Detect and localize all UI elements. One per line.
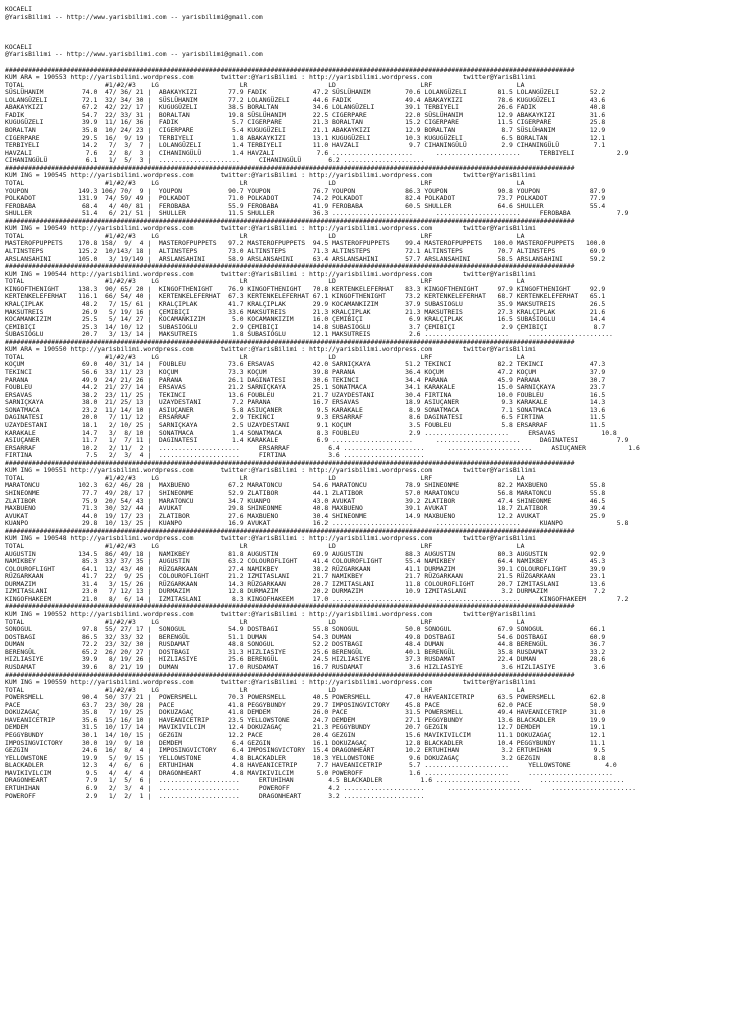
horse-row: MAXBUENO 71.3 30/ 32/ 44 | AVUKAT 29.8 SHINEONME 40.8 MAXBUENO 39.1 AVUKAT 18.7 ZLATIBOR 39.4 xyxy=(5,504,606,513)
horse-row: KINGOFTHENIGHT 138.3 90/ 65/ 20 | KINGOFTHENIGHT 76.9 KINGOFTHENIGHT 70.8 KERTENKELEFERHAT 83.3 KINGOFTHENIGHT 97.9 KINGOFTHENIGHT 92.9 xyxy=(5,284,606,293)
horse-row: SÜSLÜHANIM 74.0 47/ 36/ 21 | ABAKAYKIZI 77.9 FADIK 47.2 SÜSLÜHANIM 70.6 LOLANGÜZELI 81.5 LOLANGÜZELI 52.2 xyxy=(5,88,606,97)
city-title: KOCAELI xyxy=(5,42,32,51)
race-header: KUM ING = 190548 http://yarisbilimi.wordpress.com twitter:@YarisBilimi : http://yarisbilimi.wordpress.com twitter@YarisBilimi xyxy=(5,534,536,543)
horse-row: DOKUZAGAÇ 35.8 7/ 19/ 25 | DOKUZAGAÇ 41.8 DEMDEM 26.0 PACE 31.5 POWERSMELL 49.4 HAVEANICETRIP 31.0 xyxy=(5,708,606,717)
horse-row: PARANA 49.9 24/ 21/ 26 | PARANA 26.1 DAGINATESI 30.6 TEKINCI 34.4 PARANA 45.9 PARANA 30.7 xyxy=(5,375,606,384)
section-separator: #################################################################################################################################################### xyxy=(5,526,575,535)
horse-row: CIHANINGÜLÜ 6.1 1/ 5/ 3 | ..................... CIHANINGÜLÜ 6.2 ..................... xyxy=(5,156,425,165)
race-header: KUM ING = 190549 http://yarisbilimi.wordpress.com twitter:@YarisBilimi : http://yarisbilimi.wordpress.com twitter@YarisBilimi xyxy=(5,224,536,233)
horse-row: SONOGUL 97.8 55/ 27/ 17 | SONOGUL 54.9 DOSTBAGI 55.8 SONOGUL 50.0 SONOGUL 67.9 SONOGUL 66.1 xyxy=(5,625,606,634)
horse-row: POLKADOT 131.9 74/ 59/ 49 | POLKADOT 71.0 POLKADOT 74.2 POLKADOT 82.4 POLKADOT 73.7 POLKADOT 77.9 xyxy=(5,194,606,203)
horse-row: TEKINCI 56.6 33/ 11/ 23 | KOÇUM 73.3 KOÇUM 39.8 PARANA 36.4 KOÇUM 47.2 KOÇUM 37.9 xyxy=(5,368,606,376)
horse-row: NAMIKBEY 85.3 33/ 37/ 35 | AUGUSTIN 63.2 COLOUROFLIGHT 41.4 COLOUROFLIGHT 55.4 NAMIKBEY 64.4 NAMIKBEY 45.3 xyxy=(5,557,606,566)
horse-row: FEROBABA 68.4 4/ 40/ 81 | FEROBABA 55.9 FEROBABA 41.9 FEROBABA 60.5 SHULLER 64.6 SHULLER 55.4 xyxy=(5,201,606,210)
horse-row: AUGUSTIN 134.5 86/ 49/ 18 | NAMIKBEY 81.8 AUGUSTIN 69.9 AUGUSTIN 88.3 AUGUSTIN 80.3 AUGUSTIN 92.9 xyxy=(5,549,606,558)
horse-row: MASTEROFPUPPETS 170.8 158/ 9/ 4 | MASTEROFPUPPETS 97.2 MASTEROFPUPPETS 94.5 MASTEROFPUPPETS 99.4 MASTEROFPUPPETS 100.0 MASTEROFPUPPETS 100.0 xyxy=(5,239,606,248)
column-header: TOTAL #1/#2/#3 LG LR LD LRF LA xyxy=(5,352,525,361)
horse-row: MARATONCU 102.3 62/ 46/ 28 | MAXBUENO 67.2 MARATONCU 54.6 MARATONCU 78.9 SHINEONME 82.2 MAXBUENO 55.8 xyxy=(5,481,606,490)
race-header: KUM ING = 190545 http://yarisbilimi.wordpress.com twitter:@YarisBilimi : http://yarisbilimi.wordpress.com twitter@YarisBilimi xyxy=(5,171,536,180)
horse-row: RUSDAMAT 39.6 8/ 21/ 19 | DUMAN 17.0 RUSDAMAT 16.7 RUSDAMAT 3.6 HIZLIASIYE 3.6 HIZLIASIYE 3.6 xyxy=(5,662,606,671)
race-header: KUM ING = 190544 http://yarisbilimi.wordpress.com twitter:@YarisBilimi : http://yarisbilimi.wordpress.com twitter@YarisBilimi xyxy=(5,269,536,278)
horse-row: SHULLER 51.4 6/ 21/ 51 | SHULLER 11.5 SHULLER 36.3 ..................... ...................... FEROBABA 7.9 xyxy=(5,209,629,218)
section-separator: #################################################################################################################################################### xyxy=(5,602,575,611)
horse-row: YELLOWSTONE 19.9 5/ 9/ 15 | YELLOWSTONE 4.8 BLACKADLER 10.3 YELLOWSTONE 9.6 DOKUZAGAÇ 3.2 GEZGIN 8.8 xyxy=(5,753,606,762)
race-header: KUM ING = 190551 http://yarisbilimi.wordpress.com twitter:@YarisBilimi : http://yarisbilimi.wordpress.com twitter@YarisBilimi xyxy=(5,466,536,475)
horse-row: FADIK 54.7 22/ 33/ 31 | BORALTAN 19.8 SÜSLÜHANIM 22.5 CIGERPARE 22.0 SÜSLÜHANIM 12.9 ABAKAYKIZI 31.6 xyxy=(5,110,606,119)
section-separator: #################################################################################################################################################### xyxy=(5,216,575,225)
horse-row: ERSARRAF 10.2 2/ 11/ 2 | ..................... ERSARRAF 6.4 ..................... ...................... ASIUÇANER 1.6 xyxy=(5,443,640,452)
horse-row: YOUPON 149.3 106/ 70/ 9 | YOUPON 90.7 YOUPON 76.7 YOUPON 86.3 YOUPON 90.8 YOUPON 87.9 xyxy=(5,186,606,195)
horse-row: DRAGONHEART 7.9 1/ 5/ 6 | ..................... ERTUHIHAN 4.5 BLACKADLER 1.6 ...................... ...................... xyxy=(5,776,625,785)
section-separator: #################################################################################################################################################### xyxy=(5,262,575,271)
horse-row: SONATMACA 23.2 11/ 14/ 10 | ASIUÇANER 5.8 ASIUÇANER 9.5 KARAKALE 8.9 SONATMACA 7.1 SONATMACA 13.6 xyxy=(5,405,606,414)
race-header: KUM ARA = 190553 http://yarisbilimi.wordpress.com twitter:@YarisBilimi : http://yarisbilimi.wordpress.com twitter@YarisBilimi xyxy=(5,73,536,82)
horse-row: DUMAN 72.2 23/ 32/ 30 | RUSDAMAT 48.8 SONOGUL 52.2 DOSTBAGI 48.4 DUMAN 44.8 BERENGÜL 36.7 xyxy=(5,640,606,649)
race-header: KUM ARA = 190550 http://yarisbilimi.wordpress.com twitter:@YarisBilimi : http://yarisbilimi.wordpress.com twitter@YarisBilimi xyxy=(5,345,536,354)
horse-row: HAVEANICETRIP 35.6 15/ 16/ 10 | HAVEANICETRIP 23.5 YELLOWSTONE 24.7 DEMDEM 27.1 PEGGYBUNDY 13.6 BLACKADLER 19.9 xyxy=(5,715,606,724)
horse-row: MAKSUTREIS 26.9 5/ 19/ 16 | ÇEMIBIÇI 33.6 MAKSUTREIS 21.3 KRALÇIPLAK 21.3 MAKSUTREIS 27.3 KRALÇIPLAK 21.6 xyxy=(5,307,606,316)
horse-row: ARSLANSAHINI 105.0 3/ 19/149 | ARSLANSAHINI 58.9 ARSLANSAHINI 63.4 ARSLANSAHINI 57.7 ARSLANSAHINI 58.5 ARSLANSAHINI 59.2 xyxy=(5,254,606,263)
horse-row: POWEROFF 2.9 1/ 2/ 1 | ..................... DRAGONHEART 3.2 ..................... xyxy=(5,791,425,800)
horse-row: ERTUHIHAN 6.9 2/ 3/ 4 | ..................... POWEROFF 4.2 ..................... ...................... ...................... xyxy=(5,783,636,792)
horse-row: HIZLIASIYE 39.9 8/ 19/ 26 | HIZLIASIYE 25.6 BERENGÜL 24.5 HIZLIASIYE 37.3 RUSDAMAT 22.4 DUMAN 28.6 xyxy=(5,655,606,664)
column-header: TOTAL #1/#2/#3 LG LR LD LRF LA xyxy=(5,617,525,626)
section-separator: #################################################################################################################################################### xyxy=(5,458,575,467)
horse-row: KOCAMANKIZIM 25.5 5/ 14/ 27 | KOCAMANKIZIM 5.0 KOCAMANKIZIM 16.0 ÇEMIBIÇI 6.9 KRALÇIPLAK 16.5 SUBASIOGLU 14.4 xyxy=(5,315,606,324)
horse-row: DEMDEM 31.5 10/ 17/ 14 | MAVIKIVILCIM 12.4 DOKUZAGAÇ 21.3 PEGGYBUNDY 20.7 GEZGIN 12.7 DEMDEM 19.1 xyxy=(5,723,606,732)
column-header: TOTAL #1/#2/#3 LG LR LD LRF LA xyxy=(5,231,525,240)
horse-row: IZMITASLANI 23.0 7/ 12/ 13 | DURMAZIM 12.8 DURMAZIM 20.2 DURMAZIM 10.9 IZMITASLANI 3.2 DURMAZIM 7.2 xyxy=(5,587,606,596)
horse-row: ERSAVAS 38.2 23/ 11/ 25 | TEKINCI 13.6 FOUBLEU 21.7 UZAYDESTANI 30.4 FIRTINA 10.0 FOUBLEU 16.5 xyxy=(5,390,606,399)
column-header: TOTAL #1/#2/#3 LG LR LD LRF LA xyxy=(5,178,525,187)
horse-row: KARAKALE 14.7 3/ 8/ 10 | SONATMACA 1.4 SONATMACA 8.3 FOUBLEU 2.9 ...................... ERSAVAS 10.8 xyxy=(5,428,617,437)
race-header: KUM ING = 190552 http://yarisbilimi.wordpress.com twitter:@YarisBilimi : http://yarisbilimi.wordpress.com twitter@YarisBilimi xyxy=(5,610,536,618)
city-title: KOCAELI xyxy=(5,5,32,13)
column-header: TOTAL #1/#2/#3 LG LR LD LRF LA xyxy=(5,277,525,286)
horse-row: BORALTAN 35.8 10/ 24/ 23 | CIGERPARE 5.4 KUGUGÜZELI 21.1 ABAKAYKIZI 12.9 BORALTAN 8.7 SÜSLÜHANIM 12.9 xyxy=(5,126,606,134)
horse-row: ZLATIBOR 75.9 20/ 54/ 43 | MARATONCU 34.7 KUANPO 43.0 AVUKAT 39.2 ZLATIBOR 47.4 SHINEONME 46.5 xyxy=(5,496,606,505)
section-separator: #################################################################################################################################################### xyxy=(5,337,575,346)
horse-row: UZAYDESTANI 18.1 2/ 10/ 25 | SARNIÇKAYA 2.5 UZAYDESTANI 9.1 KOÇUM 3.5 FOUBLEU 5.8 ERSARRAF 11.5 xyxy=(5,420,606,429)
column-header: TOTAL #1/#2/#3 LG LR LD LRF LA xyxy=(5,473,525,482)
race-header: KUM ING = 190559 http://yarisbilimi.wordpress.com twitter:@YarisBilimi : http://yarisbilimi.wordpress.com twitter@YarisBilimi xyxy=(5,678,536,687)
credit-line: @YarisBilimi -- http://www.yarisbilimi.com -- yarisbilimi@gmail.com xyxy=(5,12,263,21)
horse-row: HAVZALI 7.6 2/ 8/ 3 | CIHANINGÜLÜ 1.4 HAVZALI 7.6 ..................... ...................... TERBIYELI 2.9 xyxy=(5,148,629,157)
horse-row: CIGERPARE 29.5 16/ 9/ 19 | TERBIYELI 1.8 ABAKAYKIZI 13.1 KUGUGÜZELI 10.3 KUGUGÜZELI 6.5 BORALTAN 12.1 xyxy=(5,133,606,142)
horse-row: KOÇUM 69.0 40/ 31/ 14 | FOUBLEU 73.6 ERSAVAS 42.0 SARNIÇKAYA 51.2 TEKINCI 82.2 TEKINCI 47.3 xyxy=(5,360,606,369)
section-separator: #################################################################################################################################################### xyxy=(5,670,575,679)
horse-row: KINGOFHAKEEM 21.0 8/ 6/ 14 | IZMITASLANI 8.3 KINGOFHAKEEM 17.0 ..................... ...................... KINGOFHAKEEM 7.2 xyxy=(5,594,629,603)
horse-row: LOLANGÜZELI 72.1 32/ 34/ 30 | SÜSLÜHANIM 77.2 LOLANGÜZELI 44.6 FADIK 49.4 ABAKAYKIZI 78.6 KUGUGÜZELI 43.6 xyxy=(5,95,606,104)
column-header: TOTAL #1/#2/#3 LG LR LD LRF LA xyxy=(5,685,525,694)
section-separator: #################################################################################################################################################### xyxy=(5,65,575,74)
horse-row: PEGGYBUNDY 30.1 14/ 10/ 15 | GEZGIN 12.2 PACE 20.4 GEZGIN 15.6 MAVIKIVILCIM 11.1 DOKUZAGAÇ 12.1 xyxy=(5,731,606,739)
horse-row: SHINEONME 77.7 49/ 28/ 17 | SHINEONME 52.9 ZLATIBOR 44.1 ZLATIBOR 57.0 MARATONCU 56.8 MARATONCU 55.8 xyxy=(5,489,606,497)
horse-row: DOSTBAGI 86.5 32/ 33/ 32 | BERENGÜL 51.1 DUMAN 54.3 DUMAN 49.8 DOSTBAGI 54.6 DOSTBAGI 60.9 xyxy=(5,632,606,641)
horse-row: ASIUÇANER 11.7 1/ 7/ 11 | DAGINATESI 1.4 KARAKALE 6.9 ..................... ...................... DAGINATESI 7.9 xyxy=(5,436,629,445)
horse-row: BLACKADLER 12.3 4/ 6/ 6 | ERTUHIHAN 4.8 HAVEANICETRIP 7.7 HAVEANICETRIP 5.7 ...................... YELLOWSTONE 4.0 xyxy=(5,761,617,770)
horse-row: ABAKAYKIZI 67.2 42/ 22/ 17 | KUGUGÜZELI 38.5 BORALTAN 34.6 LOLANGÜZELI 39.1 TERBIYELI 26.6 FADIK 40.8 xyxy=(5,103,606,112)
horse-row: IMPOSINGVICTORY 30.0 19/ 9/ 10 | DEMDEM 6.4 GEZGIN 16.1 DOKUZAGAÇ 12.8 BLACKADLER 10.4 PEGGYBUNDY 11.1 xyxy=(5,738,606,747)
horse-row: COLOUROFLIGHT 64.1 12/ 43/ 40 | RÜZGARKAAN 27.4 NAMIKBEY 38.2 RÜZGARKAAN 41.1 DURMAZIM 39.1 COLOUROFLIGHT 39.9 xyxy=(5,564,606,573)
horse-row: DURMAZIM 31.4 3/ 15/ 26 | RÜZGARKAAN 14.3 RÜZGARKAAN 20.7 IZMITASLANI 11.8 COLOUROFLIGHT 20.7 IZMITASLANI 13.6 xyxy=(5,579,606,588)
horse-row: DAGINATESI 20.0 7/ 11/ 12 | ERSARRAF 2.9 TEKINCI 9.3 ERSARRAF 8.6 DAGINATESI 6.5 FIRTINA 11.5 xyxy=(5,413,606,422)
horse-row: PACE 63.7 23/ 30/ 28 | PACE 41.8 PEGGYBUNDY 29.7 IMPOSINGVICTORY 45.8 PACE 62.0 PACE 50.9 xyxy=(5,700,606,709)
horse-row: KERTENKELEFERHAT 116.1 66/ 54/ 40 | KERTENKELEFERHAT 67.3 KERTENKELEFERHAT 67.1 KINGOFTHENIGHT 73.2 KERTENKELEFERHAT 68.7 KERTENKELEFERHAT 65.1 xyxy=(5,292,606,301)
horse-row: ALTINSTEPS 125.2 10/143/ 18 | ALTINSTEPS 73.0 ALTINSTEPS 71.3 ALTINSTEPS 72.1 ALTINSTEPS 70.7 ALTINSTEPS 69.9 xyxy=(5,247,606,255)
horse-row: KUANPO 29.8 10/ 13/ 25 | KUANPO 16.9 AVUKAT 16.2 ..................... ...................... KUANPO 5.8 xyxy=(5,519,629,528)
horse-row: KUGUGÜZELI 39.9 11/ 16/ 36 | FADIK 5.7 CIGERPARE 21.3 BORALTAN 15.2 CIGERPARE 11.5 CIGERPARE 25.8 xyxy=(5,118,606,127)
horse-row: GEZGIN 24.6 16/ 8/ 4 | IMPOSINGVICTORY 6.4 IMPOSINGVICTORY 15.4 DRAGONHEART 10.2 ERTUHIHAN 3.2 ERTUHIHAN 9.5 xyxy=(5,746,606,755)
horse-row: RÜZGARKAAN 41.7 22/ 9/ 25 | COLOUROFLIGHT 21.2 IZMITASLANI 21.7 NAMIKBEY 21.7 RÜZGARKAAN 21.5 RÜZGARKAAN 23.1 xyxy=(5,572,606,581)
horse-row: AVUKAT 44.0 19/ 17/ 23 | ZLATIBOR 27.6 MAXBUENO 30.4 SHINEONME 14.9 MAXBUENO 12.2 AVUKAT 25.9 xyxy=(5,511,606,520)
horse-row: SUBASIOGLU 20.7 3/ 13/ 14 | MAKSUTREIS 1.8 SUBASIOGLU 12.1 MAKSUTREIS 2.6 ...................... ...................... xyxy=(5,330,613,339)
horse-row: TERBIYELI 14.2 7/ 3/ 7 | LOLANGÜZELI 1.4 TERBIYELI 11.0 HAVZALI 9.7 CIHANINGÜLÜ 2.9 CIHANINGÜLÜ 7.1 xyxy=(5,141,606,150)
horse-row: FOUBLEU 44.2 21/ 27/ 14 | ERSAVAS 21.2 SARNIÇKAYA 25.1 SONATMACA 34.1 KARAKALE 15.0 SARNIÇKAYA 23.7 xyxy=(5,383,606,392)
horse-row: KRALÇIPLAK 48.2 7/ 15/ 61 | KRALÇIPLAK 41.7 KRALÇIPLAK 29.9 KOCAMANKIZIM 37.9 SUBASIOGLU 35.9 MAKSUTREIS 26.5 xyxy=(5,299,606,308)
horse-row: ÇEMIBIÇI 25.3 14/ 10/ 12 | SUBASIOGLU 2.9 ÇEMIBIÇI 14.8 SUBASIOGLU 3.7 ÇEMIBIÇI 2.9 ÇEMIBIÇI 8.7 xyxy=(5,322,606,331)
column-header: TOTAL #1/#2/#3 LG LR LD LRF LA xyxy=(5,80,525,89)
section-separator: #################################################################################################################################################### xyxy=(5,163,575,172)
horse-row: BERENGÜL 65.2 26/ 20/ 27 | DOSTBAGI 31.3 HIZLIASIYE 25.6 BERENGÜL 40.1 BERENGÜL 35.8 RUSDAMAT 33.2 xyxy=(5,647,606,656)
horse-row: MAVIKIVILCIM 9.5 4/ 4/ 4 | DRAGONHEART 4.8 MAVIKIVILCIM 5.0 POWEROFF 1.6 ...................... ...................... xyxy=(5,768,613,777)
credit-line: @YarisBilimi -- http://www.yarisbilimi.com -- yarisbilimi@gmail.com xyxy=(5,50,263,59)
horse-row: FIRTINA 7.5 2/ 3/ 4 | ..................... FIRTINA 3.6 ..................... xyxy=(5,451,425,460)
column-header: TOTAL #1/#2/#3 LG LR LD LRF LA xyxy=(5,541,525,550)
horse-row: POWERSMELL 90.4 50/ 37/ 21 | POWERSMELL 70.3 POWERSMELL 40.5 POWERSMELL 47.0 HAVEANICETRIP 63.5 POWERSMELL 62.8 xyxy=(5,693,606,702)
horse-row: SARNIÇKAYA 38.0 21/ 25/ 13 | UZAYDESTANI 7.2 PARANA 16.7 ERSAVAS 18.9 ASIUÇANER 9.3 KARAKALE 14.3 xyxy=(5,398,606,407)
